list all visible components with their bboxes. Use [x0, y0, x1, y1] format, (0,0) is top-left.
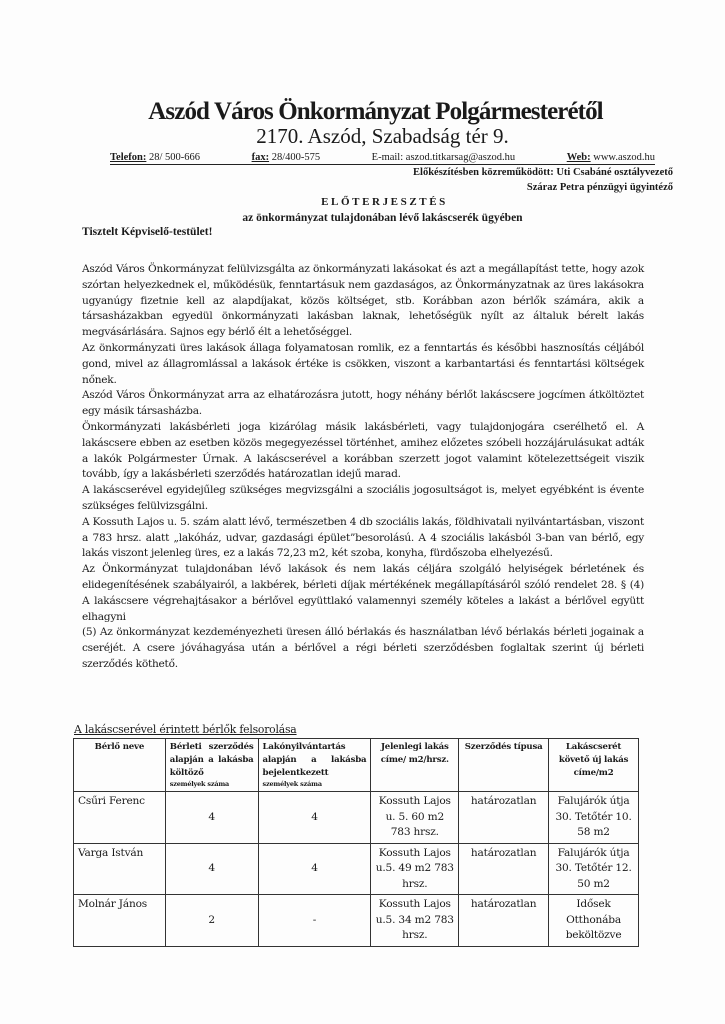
web [567, 152, 655, 163]
document-kind-heading: ELŐTERJESZTÉS [321, 196, 448, 208]
paragraph: A Kossuth Lajos u. 5. szám alatt lévő, természetben 4 db szociális lakás, földhivatali nyilvántartásban, viszont a 783 hrsz. alatt „lakóház, udvar, gazdasági épület”besorolású. A 4 szociális lakásból 3-ban van bérlő, egy lakás viszont jelenleg üres, ez a lakás 72,23 m2, két szoba, konyha, fürdőszoba elhelyezésű. [82, 515, 644, 560]
table-row [74, 843, 639, 895]
letterhead-address: 2170. Aszód, Szabadság tér 9. [256, 124, 509, 148]
header-contract-persons [165, 739, 258, 792]
cell-current-address: Kossuth Lajos u.5. 34 m2 783 hrsz. [371, 895, 459, 947]
prepared-by-line-2: Száraz Petra pénzügyi ügyintéző [526, 182, 673, 193]
web-link[interactable]: www.aszod.hu [593, 152, 655, 163]
paragraph: (5) Az önkormányzat kezdeményezheti üresen álló bérlakás és használatban lévő bérlakás bérleti jogainak a cseréjét. A csere jóváhagyása után a bérlővel a régi bérleti szerződésben foglaltak szerint új bérleti szerződés köthető. [82, 626, 644, 670]
letterhead-contact-line [110, 152, 655, 165]
cell-registered-persons: 4 [258, 843, 371, 895]
cell-name: Molnár János [74, 895, 166, 947]
header-current-address: Jelenlegi lakás címe/ m2/hrsz. [371, 739, 459, 792]
email-label: E-mail: [371, 152, 404, 163]
paragraph: Önkormányzati lakásbérleti joga kizárólag másik lakásbérleti, vagy tulajdonjogára cserélhető el. A lakáscsere ebben az esetben közös megegyezéssel történhet, amihez előzetes szóbeli hozzájárulásukat adták a lakók Polgármester Úrnak. A lakáscserével a korábban szerzett jogot valamint kötelezettségeit viszik tovább, így a lakásbérleti szerződés határozatlan idejű marad. [82, 420, 644, 481]
fax-label: fax: [251, 152, 270, 163]
header-contract-persons-label: Bérleti szerződés alapján a lakásba költöző [169, 742, 254, 778]
cell-current-address: Kossuth Lajos u. 5. 60 m2 783 hrsz. [371, 792, 459, 844]
phone-value: 28/ 500-666 [149, 152, 201, 163]
header-registered-persons-label: Lakónyilvántartás alapján a lakásba bejelentkezett [262, 742, 367, 778]
header-contract-persons-sub: személyek száma [169, 780, 230, 788]
fax-value: 28/400-575 [271, 152, 321, 163]
letterhead-title: Aszód Város Önkormányzat Polgármesterétől [148, 98, 603, 125]
phone-label: Telefon: [110, 152, 147, 163]
cell-contract-persons: 4 [165, 843, 258, 895]
paragraph: Az önkormányzati üres lakások állaga folyamatosan romlik, ez a fenntartás és későbbi hasznosítás céljából gond, mivel az állagromlással a lakások értéke is csökken, viszont a karbantartási és fenntartási költségek nőnek. [82, 341, 644, 386]
header-registered-persons [258, 739, 371, 792]
header-new-address: Lakáscserét követő új lakás címe/m2 [549, 739, 639, 792]
tenants-table [73, 738, 639, 947]
table-row [74, 895, 639, 947]
cell-new-address: Idősek Otthonába beköltözve [549, 895, 639, 947]
cell-current-address: Kossuth Lajos u.5. 49 m2 783 hrsz. [371, 843, 459, 895]
cell-name: Varga István [74, 843, 166, 895]
paragraph: Aszód Város Önkormányzat arra az elhatározásra jutott, hogy néhány bérlőt lakáscsere jogcímen átköltöztet egy másik társasházba. [82, 389, 644, 418]
salutation: Tisztelt Képviselő-testület! [82, 226, 213, 238]
table-caption: A lakáscserével érintett bérlők felsorolása [74, 723, 297, 736]
cell-registered-persons: - [258, 895, 371, 947]
paragraph: A lakáscserével egyidejűleg szükséges megvizsgálni a szociális jogosultságot is, melyet egyébként is évente szükséges felülvizsgálni. [82, 484, 644, 512]
cell-contract-type: határozatlan [459, 895, 549, 947]
cell-name: Csűri Ferenc [74, 792, 166, 844]
header-contract-type: Szerződés típusa [459, 739, 549, 792]
cell-contract-type: határozatlan [459, 843, 549, 895]
cell-contract-type: határozatlan [459, 792, 549, 844]
cell-new-address: Falujárók útja 30. Tetőtér 10. 58 m2 [549, 792, 639, 844]
table-row [74, 792, 639, 844]
paragraph: Aszód Város Önkormányzat felülvizsgálta az önkormányzati lakásokat és azt a megállapítást tette, hogy azok szórtan helyezkednek el, működésük, fenntartásuk nem gazdaságos, az Önkormányzatnak az üres lakásokra ugyanúgy fizetnie kell az alapdíjakat, közös költséget, stb. Korábban azon bérlők számára, akik a társasházakban egyedül önkormányzati lakásban laknak, lehetőségük nyílt az általuk bérelt lakás megvásárlására. Sajnos egy bérlő élt a lehetőséggel. [82, 263, 644, 339]
web-label: Web: [566, 152, 591, 163]
cell-contract-persons: 4 [165, 792, 258, 844]
body-text [82, 262, 644, 673]
cell-new-address: Falujárók útja 30. Tetőtér 12. 50 m2 [549, 843, 639, 895]
table-header-row [74, 739, 639, 792]
document-subject: az önkormányzat tulajdonában lévő lakáscserék ügyében [242, 212, 523, 224]
cell-contract-persons: 2 [165, 895, 258, 947]
header-name: Bérlő neve [74, 739, 166, 792]
fax [252, 152, 321, 163]
paragraph: Az Önkormányzat tulajdonában lévő lakások és nem lakás céljára szolgáló helyiségek bérletének és elidegenítésének szabályairól, a lakbérek, bérleti díjak mértékének megállapításáról szóló rendelet 28. § (4) A lakáscsere végrehajtásakor a bérlővel együttlakó valamennyi személy köteles a lakást a bérlővel együtt elhagyni [82, 563, 644, 623]
prepared-by-line-1: Előkészítésben közreműködött: Uti Csabáné osztályvezető [413, 167, 673, 178]
phone [110, 152, 200, 163]
cell-registered-persons: 4 [258, 792, 371, 844]
email [372, 152, 516, 163]
email-link[interactable]: aszod.titkarsag@aszod.hu [405, 152, 516, 163]
header-registered-persons-sub: személyek száma [262, 780, 322, 788]
